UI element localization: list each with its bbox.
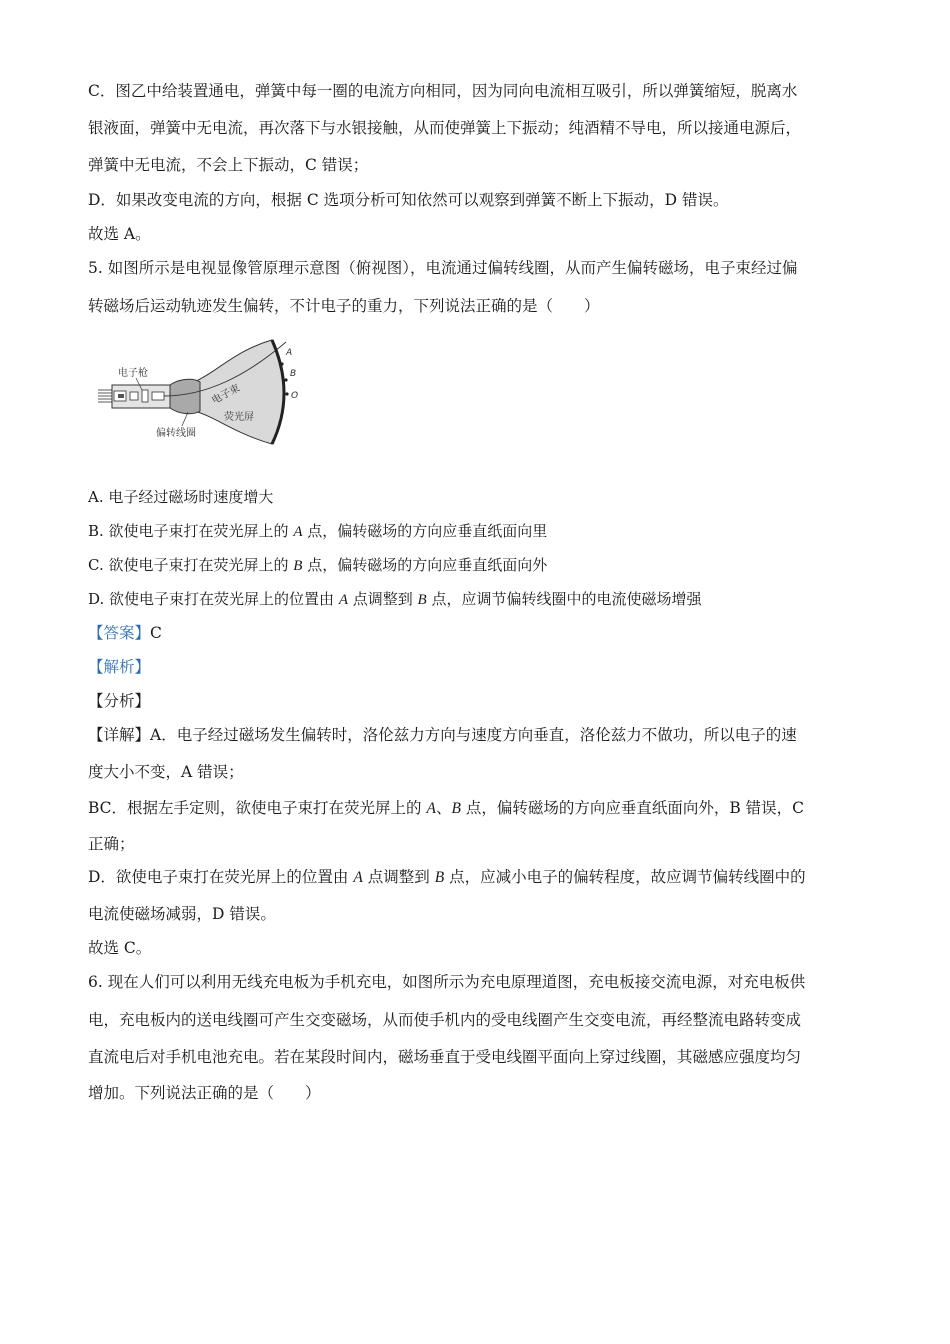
detail-line: 正确； xyxy=(88,835,135,853)
electrode xyxy=(130,392,138,400)
detail-line: 度大小不变，A 错误； xyxy=(88,763,244,781)
option-b: B. 欲使电子束打在荧光屏上的 A 点，偏转磁场的方向应垂直纸面向里 xyxy=(88,522,548,540)
question-6-stem: 直流电后对手机电池充电。若在某段时间内，磁场垂直于受电线圈平面向上穿过线圈，其磁感应强度均匀 xyxy=(88,1048,802,1066)
text-line: 弹簧中无电流，不会上下振动，C 错误； xyxy=(88,156,369,174)
text-line: D．如果改变电流的方向，根据 C 选项分析可知依然可以观察到弹簧不断上下振动，D 错误。 xyxy=(88,191,729,209)
deflection-coil-shape xyxy=(170,379,200,413)
fenxi-tag: 【分析】 xyxy=(88,692,151,710)
question-6-stem: 电，充电板内的送电线圈可产生交变磁场，从而使手机内的受电线圈产生交变电流，再经整流电路转变成 xyxy=(88,1011,802,1029)
option-c: C. 欲使电子束打在荧光屏上的 B 点，偏转磁场的方向应垂直纸面向外 xyxy=(88,556,548,574)
answer-value: C xyxy=(150,624,162,642)
label-deflection-coil: 偏转线圈 xyxy=(156,428,196,439)
label-point-b: B xyxy=(290,369,297,379)
text-line: 银液面，弹簧中无电流，再次落下与水银接触，从而使弹簧上下振动；纯酒精不导电，所以接通电源后， xyxy=(88,119,802,137)
label-screen: 荧光屏 xyxy=(224,412,254,423)
analysis-tag: 【解析】 xyxy=(88,658,151,676)
label-electron-gun: 电子枪 xyxy=(118,368,148,379)
label-point-a: A xyxy=(286,348,293,358)
gun-connector-pins xyxy=(98,390,112,402)
label-point-o: O xyxy=(291,391,299,401)
detail-line: 电流使磁场减弱，D 错误。 xyxy=(88,905,276,923)
electrode xyxy=(152,392,164,400)
crt-diagram xyxy=(96,336,316,448)
electrode xyxy=(142,390,148,402)
question-5-stem: 转磁场后运动轨迹发生偏转，不计电子的重力，下列说法正确的是（ ） xyxy=(88,297,600,315)
final-answer: 故选 C。 xyxy=(88,939,152,957)
electrode xyxy=(118,394,124,398)
question-5-stem: 5. 如图所示是电视显像管原理示意图（俯视图），电流通过偏转线圈，从而产生偏转磁场，电子束经过偏 xyxy=(88,259,798,277)
option-d: D. 欲使电子束打在荧光屏上的位置由 A 点调整到 B 点，应调节偏转线圈中的电流使磁场增强 xyxy=(88,590,702,608)
detail-line: 【详解】A．电子经过磁场发生偏转时，洛伦兹力方向与速度方向垂直，洛伦兹力不做功，所以电子的速 xyxy=(88,726,797,744)
question-6-stem: 增加。下列说法正确的是（ ） xyxy=(88,1084,321,1102)
detail-line: D．欲使电子束打在荧光屏上的位置由 A 点调整到 B 点，应减小电子的偏转程度，故应调节偏转线圈中的 xyxy=(88,868,806,886)
point-o-dot xyxy=(285,392,288,395)
label-leader xyxy=(182,412,188,426)
option-a: A. 电子经过磁场时速度增大 xyxy=(88,488,274,506)
text-line: 故选 A。 xyxy=(88,225,151,243)
text-line: C．图乙中给装置通电，弹簧中每一圈的电流方向相同，因为同向电流相互吸引，所以弹簧缩短，脱离水 xyxy=(88,82,798,100)
answer-tag: 【答案】 xyxy=(88,624,151,642)
point-a-dot xyxy=(280,362,283,365)
detail-line: BC．根据左手定则，欲使电子束打在荧光屏上的 A、B 点，偏转磁场的方向应垂直纸面向外，B 错误，C xyxy=(88,799,805,817)
label-electron-beam: 电子束 xyxy=(210,382,242,407)
question-6-stem: 6. 现在人们可以利用无线充电板为手机充电，如图所示为充电原理道图，充电板接交流电源，对充电板供 xyxy=(88,973,806,991)
answer-line xyxy=(88,622,162,644)
point-b-dot xyxy=(284,378,287,381)
